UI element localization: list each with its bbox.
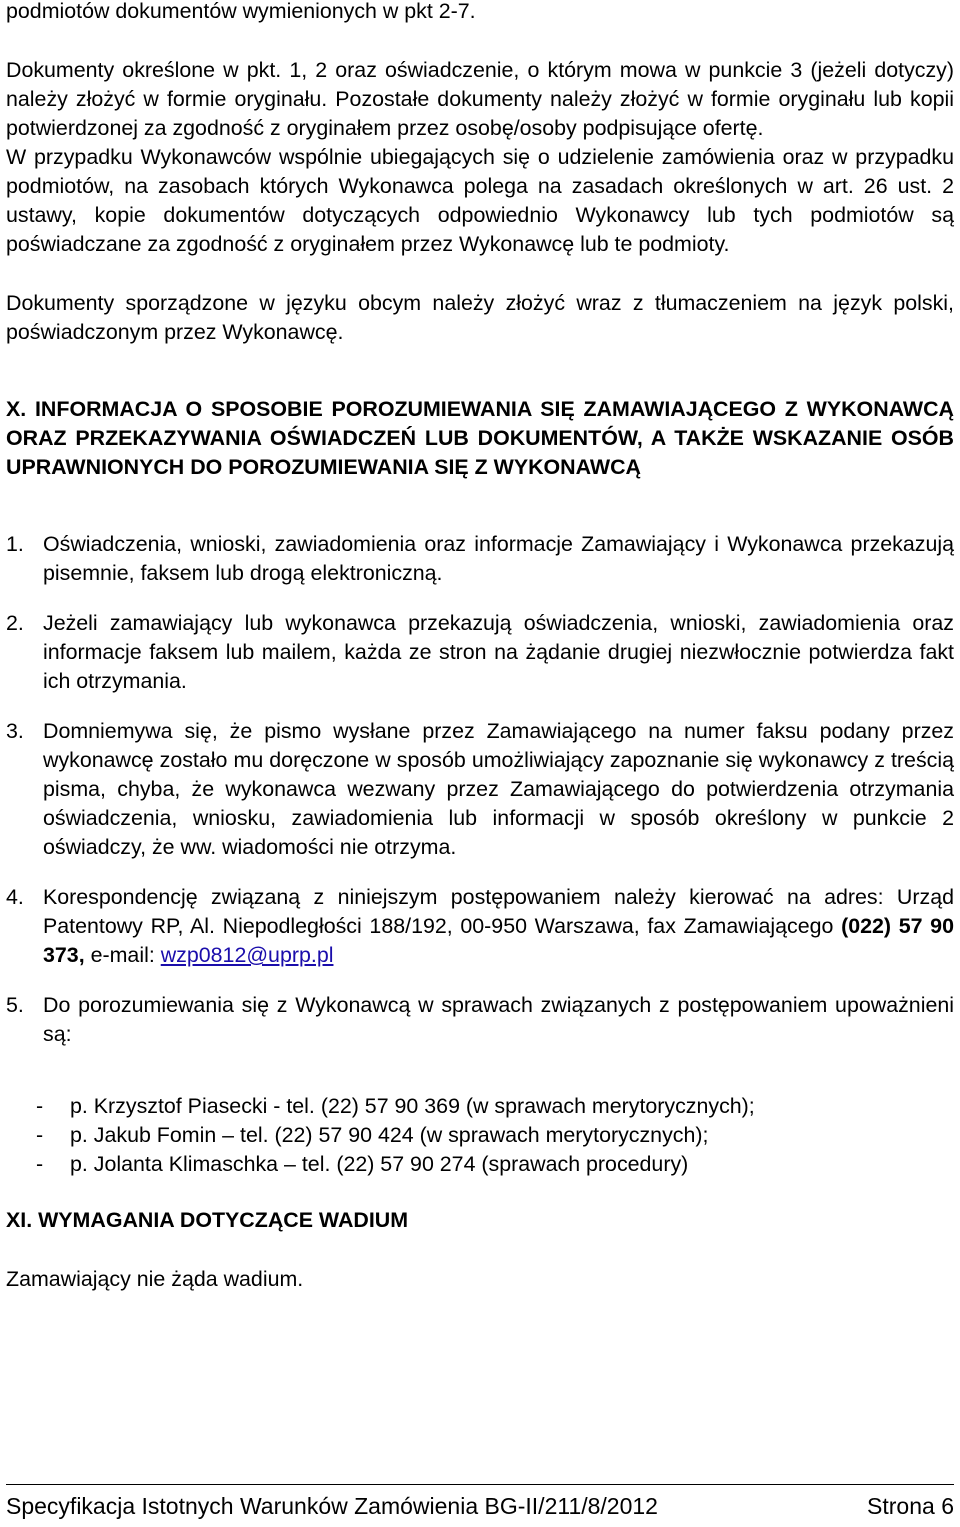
footer-document-title: Specyfikacja Istotnych Warunków Zamówienia BG-II/211/8/2012	[6, 1493, 658, 1519]
contact-person-text: p. Jakub Fomin – tel. (22) 57 90 424 (w sprawach merytorycznych);	[70, 1123, 709, 1147]
list-item	[6, 991, 954, 1049]
list-item-number: 2.	[6, 611, 24, 635]
contact-person-text: p. Krzysztof Piasecki - tel. (22) 57 90 369 (w sprawach merytorycznych);	[70, 1094, 755, 1118]
list-item-text: Do porozumiewania się z Wykonawcą w sprawach związanych z postępowaniem upoważnieni są:	[43, 993, 954, 1046]
contact-persons-list	[6, 1092, 954, 1179]
list-item-number: 1.	[6, 532, 24, 556]
list-item-text: Domniemywa się, że pismo wysłane przez Zamawiającego na numer faksu podany przez wykonawcę zostało mu doręczone w sposób umożliwiający zapoznanie się wykonawcy z treścią pisma, chyba, że wykonawca wezwany przez Zamawiającego do potwierdzenia otrzymania oświadczenia, wniosku, zawiadomienia lub informacji w sposób określony w punkcie 2 oświadczy, że ww. wiadomości nie otrzyma.	[43, 719, 954, 859]
paragraph-foreign-language: Dokumenty sporządzone w języku obcym należy złożyć wraz z tłumaczeniem na język polski, poświadczonym przez Wykonawcę.	[6, 291, 954, 344]
list-item-number: 3.	[6, 719, 24, 743]
section-x-list	[6, 530, 954, 1049]
footer-page-number: Strona 6	[867, 1493, 954, 1519]
list-dash: -	[36, 1152, 44, 1176]
list-item-number: 5.	[6, 993, 24, 1017]
fax-number: (022) 57 90 373,	[43, 914, 954, 967]
paragraph-continuation: podmiotów dokumentów wymienionych w pkt 2-7.	[6, 0, 476, 23]
contact-person	[6, 1150, 954, 1179]
contact-person	[6, 1092, 954, 1121]
correspondence-address-text: Korespondencję związaną z niniejszym postępowaniem należy kierować na adres: Urząd Patentowy RP, Al. Niepodległości 188/192, 00-950 Warszawa, fax Zamawiającego	[43, 885, 954, 938]
list-item	[6, 717, 954, 862]
list-item	[6, 883, 954, 970]
page-footer	[6, 1484, 954, 1521]
email-link[interactable]: wzp0812@uprp.pl	[160, 943, 334, 967]
contact-person-text: p. Jolanta Klimaschka – tel. (22) 57 90 274 (sprawach procedury)	[70, 1152, 689, 1176]
section-x-heading: X. INFORMACJA O SPOSOBIE POROZUMIEWANIA SIĘ ZAMAWIAJĄCEGO Z WYKONAWCĄ ORAZ PRZEKAZYWANIA OŚWIADCZEŃ LUB DOKUMENTÓW, A TAKŻE WSKAZANIE OSÓB UPRAWNIONYCH DO POROZUMIEWANIA SIĘ Z WYKONAWCĄ	[6, 397, 954, 479]
contact-person	[6, 1121, 954, 1150]
document-page	[6, 0, 954, 1294]
paragraph-original-documents: Dokumenty określone w pkt. 1, 2 oraz oświadczenie, o którym mowa w punkcie 3 (jeżeli dotyczy) należy złożyć w formie oryginału. Pozostałe dokumenty należy złożyć w formie oryginału lub kopii potwierdzonej za zgodność z oryginałem przez osobę/osoby podpisujące ofertę.	[6, 58, 954, 140]
paragraph-joint-contractors: W przypadku Wykonawców wspólnie ubiegających się o udzielenie zamówienia oraz w przypadku podmiotów, na zasobach których Wykonawca polega na zasadach określonych w art. 26 ust. 2 ustawy, kopie dokumentów dotyczących odpowiednio Wykonawcy lub tych podmiotów są poświadczane za zgodność z oryginałem przez Wykonawcę lub te podmioty.	[6, 145, 954, 256]
list-dash: -	[36, 1094, 44, 1118]
list-item	[6, 609, 954, 696]
list-item-text: Jeżeli zamawiający lub wykonawca przekazują oświadczenia, wnioski, zawiadomienia oraz informacje faksem lub mailem, każda ze stron na żądanie drugiej niezwłocznie potwierdza fakt ich otrzymania.	[43, 611, 954, 693]
section-xi-text: Zamawiający nie żąda wadium.	[6, 1267, 304, 1291]
list-dash: -	[36, 1123, 44, 1147]
list-item	[6, 530, 954, 588]
email-label: e-mail:	[84, 943, 161, 967]
section-xi-heading: XI. WYMAGANIA DOTYCZĄCE WADIUM	[6, 1208, 409, 1232]
list-item-number: 4.	[6, 885, 24, 909]
list-item-text: Oświadczenia, wnioski, zawiadomienia oraz informacje Zamawiający i Wykonawca przekazują pisemnie, faksem lub drogą elektroniczną.	[43, 532, 954, 585]
list-item-text	[43, 883, 954, 970]
